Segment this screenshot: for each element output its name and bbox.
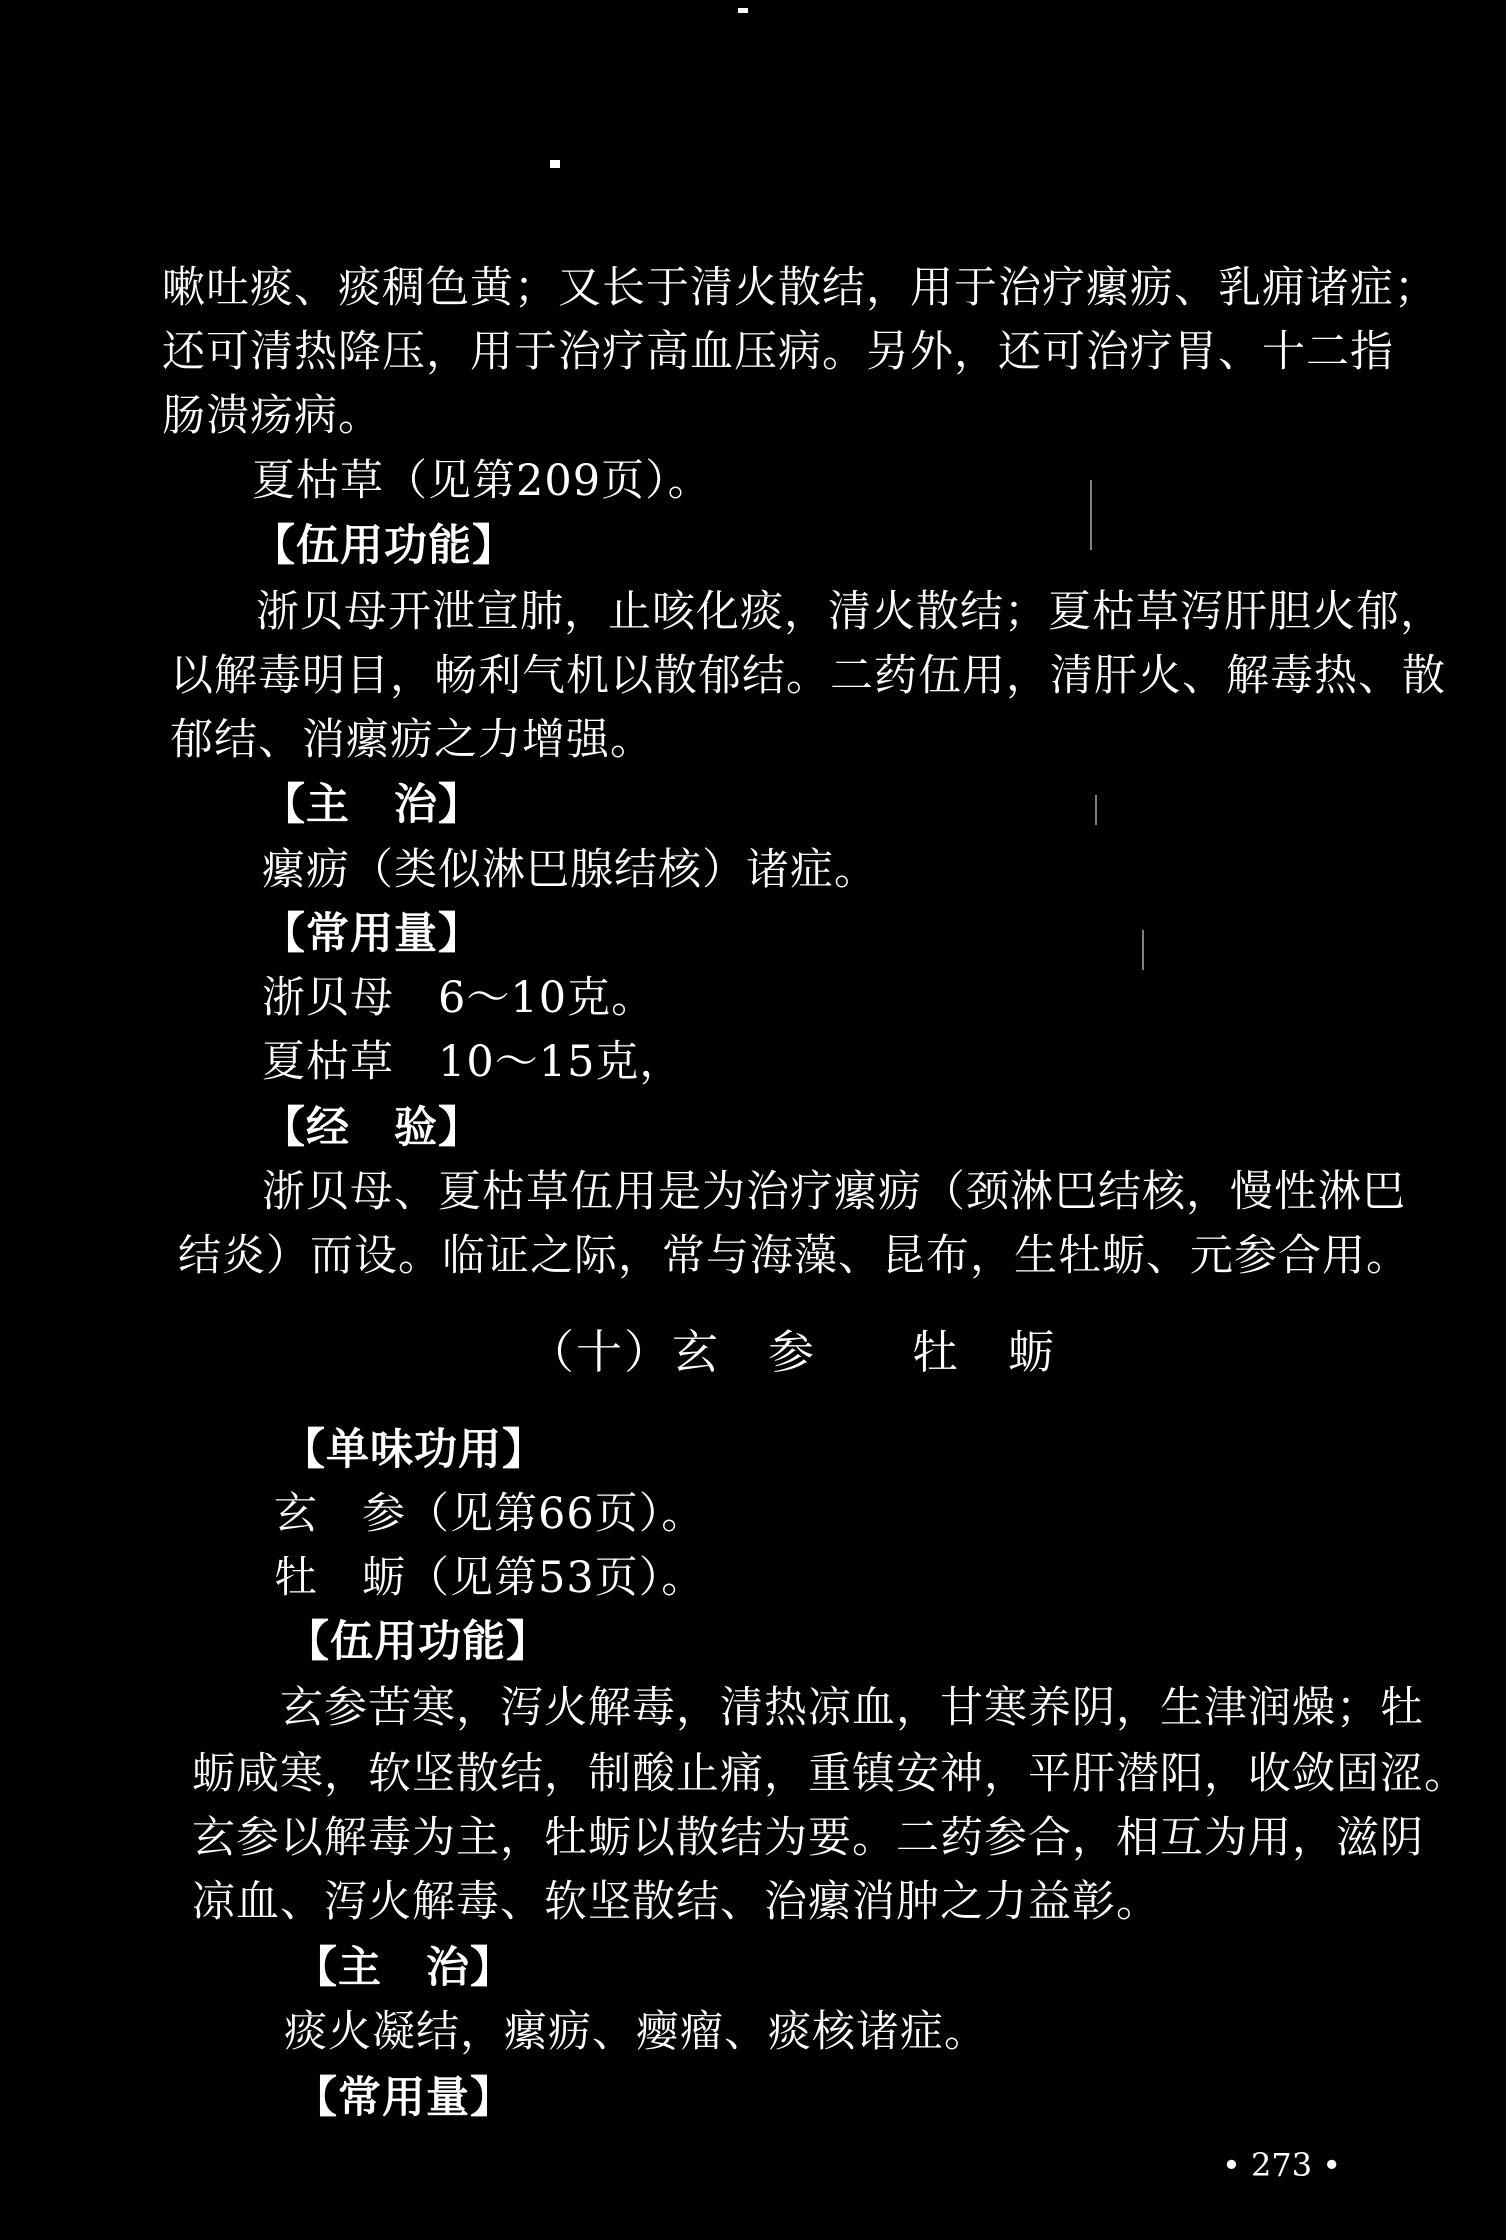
text-line: 玄参苦寒，泻火解毒，清热凉血，甘寒养阴，生津润燥；牡 — [280, 1683, 1424, 1733]
section-heading: 【主 治】 — [294, 1943, 514, 1993]
scan-speck — [1095, 795, 1097, 825]
text-line: 玄 参（见第66页）。 — [274, 1489, 706, 1539]
text-line: 浙贝母开泄宣肺，止咳化痰，清火散结；夏枯草泻肝胆火郁， — [256, 587, 1444, 637]
text-line: 凉血、泻火解毒、软坚散结、治瘰消肿之力益彰。 — [192, 1877, 1160, 1927]
text-line: 肠溃疡病。 — [162, 391, 382, 441]
text-line: 浙贝母、夏枯草伍用是为治疗瘰疬（颈淋巴结核，慢性淋巴 — [262, 1167, 1406, 1217]
scan-speck — [1090, 480, 1092, 550]
scan-speck — [1142, 930, 1144, 970]
text-line: 郁结、消瘰疬之力增强。 — [170, 715, 654, 765]
section-heading: 【主 治】 — [262, 780, 482, 830]
text-line: 玄参以解毒为主，牡蛎以散结为要。二药参合，相互为用，滋阴 — [192, 1813, 1424, 1863]
text-line: 夏枯草（见第209页）。 — [252, 456, 712, 506]
section-heading: 【伍用功能】 — [252, 521, 516, 571]
section-title: （十）玄 参 牡 蛎 — [528, 1325, 1056, 1379]
text-line: 以解毒明目，畅利气机以散郁结。二药伍用，清肝火、解毒热、散 — [170, 651, 1446, 701]
text-line: 浙贝母 6～10克。 — [262, 973, 656, 1023]
scan-speck — [550, 160, 560, 168]
text-line: 瘰疬（类似淋巴腺结核）诸症。 — [262, 845, 878, 895]
text-line: 结炎）而设。临证之际，常与海藻、昆布，生牡蛎、元参合用。 — [178, 1231, 1410, 1281]
section-heading: 【常用量】 — [262, 909, 482, 959]
section-heading: 【单味功用】 — [282, 1425, 546, 1475]
scan-speck — [738, 8, 748, 13]
page-number: • 273 • — [1222, 2146, 1342, 2184]
text-line: 牡 蛎（见第53页）。 — [274, 1553, 706, 1603]
section-heading: 【伍用功能】 — [286, 1617, 550, 1667]
text-line: 嗽吐痰、痰稠色黄；又长于清火散结，用于治疗瘰疬、乳痈诸症； — [162, 263, 1438, 313]
text-line: 夏枯草 10～15克， — [262, 1037, 684, 1087]
text-line: 还可清热降压，用于治疗高血压病。另外，还可治疗胃、十二指 — [162, 327, 1394, 377]
text-line: 痰火凝结，瘰疬、瘿瘤、痰核诸症。 — [284, 2007, 988, 2057]
text-line: 蛎咸寒，软坚散结，制酸止痛，重镇安神，平肝潜阳，收敛固涩。 — [192, 1749, 1468, 1799]
section-heading: 【经 验】 — [262, 1103, 482, 1153]
section-heading: 【常用量】 — [294, 2073, 514, 2123]
